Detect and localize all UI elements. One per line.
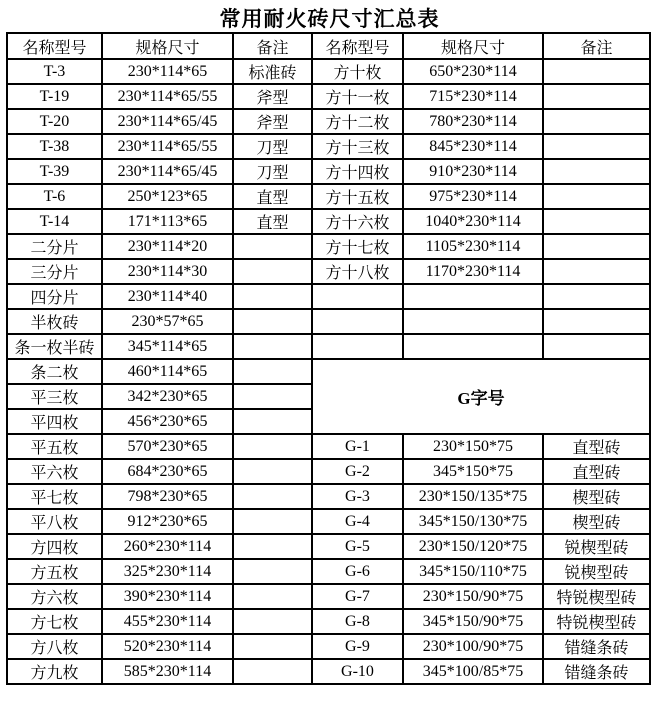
cell-spec: 250*123*65: [102, 184, 233, 209]
cell-name-model: G-5: [312, 534, 403, 559]
cell-spec: 520*230*114: [102, 634, 233, 659]
table-row: [7, 59, 650, 84]
cell-note: [233, 559, 312, 584]
cell-name-model: G-7: [312, 584, 403, 609]
cell-spec: 975*230*114: [403, 184, 543, 209]
cell-name-model: T-3: [7, 59, 102, 84]
cell-name-model: 方十四枚: [312, 159, 403, 184]
cell-name-model: 平五枚: [7, 434, 102, 459]
cell-name-model: 方十三枚: [312, 134, 403, 159]
cell-note: 斧型: [233, 109, 312, 134]
cell-spec: 1170*230*114: [403, 259, 543, 284]
cell-name-model: 平四枚: [7, 409, 102, 434]
cell-note: [543, 334, 650, 359]
cell-note: [543, 59, 650, 84]
cell-spec: 325*230*114: [102, 559, 233, 584]
table-row: [7, 234, 650, 259]
cell-name-model: 四分片: [7, 284, 102, 309]
cell-note: 直型: [233, 184, 312, 209]
cell-name-model: 三分片: [7, 259, 102, 284]
cell-note: 直型: [233, 209, 312, 234]
cell-name-model: 半枚砖: [7, 309, 102, 334]
g-series-merged-cell: G字号: [312, 359, 650, 434]
table-row: [7, 259, 650, 284]
cell-name-model: 方八枚: [7, 634, 102, 659]
cell-name-model: [312, 334, 403, 359]
cell-spec: 230*150/120*75: [403, 534, 543, 559]
cell-name-model: G-9: [312, 634, 403, 659]
table-row: [7, 559, 650, 584]
cell-name-model: G-10: [312, 659, 403, 684]
cell-spec: 345*114*65: [102, 334, 233, 359]
cell-note: [233, 484, 312, 509]
cell-name-model: [312, 284, 403, 309]
cell-spec: 171*113*65: [102, 209, 233, 234]
table-row: [7, 309, 650, 334]
cell-spec: [403, 284, 543, 309]
cell-spec: 230*57*65: [102, 309, 233, 334]
cell-name-model: T-39: [7, 159, 102, 184]
cell-name-model: G-2: [312, 459, 403, 484]
cell-note: [233, 509, 312, 534]
cell-spec: 345*150/110*75: [403, 559, 543, 584]
cell-spec: 230*150/135*75: [403, 484, 543, 509]
cell-note: [233, 434, 312, 459]
cell-spec: [403, 309, 543, 334]
cell-name-model: 方十八枚: [312, 259, 403, 284]
brick-size-table: [6, 32, 651, 685]
header-name-model-right: 名称型号: [312, 33, 403, 59]
cell-spec: 230*114*65/45: [102, 109, 233, 134]
header-row: [7, 33, 650, 59]
cell-note: [233, 534, 312, 559]
cell-note: [233, 259, 312, 284]
cell-spec: 345*100/85*75: [403, 659, 543, 684]
cell-note: [233, 659, 312, 684]
cell-note: [233, 634, 312, 659]
cell-spec: 570*230*65: [102, 434, 233, 459]
cell-note: 刀型: [233, 159, 312, 184]
cell-note: [543, 284, 650, 309]
page-title: 常用耐火砖尺寸汇总表: [219, 7, 440, 31]
header-note-right: 备注: [543, 33, 650, 59]
cell-note: [543, 209, 650, 234]
cell-note: [233, 234, 312, 259]
table-row: [7, 84, 650, 109]
table-row: [7, 659, 650, 684]
cell-spec: 455*230*114: [102, 609, 233, 634]
cell-note: 楔型砖: [543, 509, 650, 534]
cell-spec: 230*114*65/45: [102, 159, 233, 184]
cell-name-model: 方七枚: [7, 609, 102, 634]
cell-name-model: G-1: [312, 434, 403, 459]
cell-spec: [403, 334, 543, 359]
cell-note: [543, 259, 650, 284]
cell-name-model: G-4: [312, 509, 403, 534]
cell-spec: 390*230*114: [102, 584, 233, 609]
cell-spec: 230*150/90*75: [403, 584, 543, 609]
cell-spec: 230*114*65: [102, 59, 233, 84]
cell-spec: 798*230*65: [102, 484, 233, 509]
table-row: [7, 359, 650, 384]
header-spec-right: 规格尺寸: [403, 33, 543, 59]
cell-name-model: T-14: [7, 209, 102, 234]
cell-spec: 230*114*30: [102, 259, 233, 284]
cell-spec: 230*114*65/55: [102, 84, 233, 109]
cell-spec: 456*230*65: [102, 409, 233, 434]
cell-spec: 650*230*114: [403, 59, 543, 84]
cell-spec: 230*114*65/55: [102, 134, 233, 159]
cell-spec: 460*114*65: [102, 359, 233, 384]
cell-spec: 1105*230*114: [403, 234, 543, 259]
cell-note: [543, 234, 650, 259]
cell-name-model: G-3: [312, 484, 403, 509]
cell-spec: 1040*230*114: [403, 209, 543, 234]
cell-note: [233, 359, 312, 384]
cell-name-model: T-6: [7, 184, 102, 209]
cell-note: [233, 309, 312, 334]
table-row: [7, 209, 650, 234]
cell-note: 错缝条砖: [543, 634, 650, 659]
cell-spec: 345*150/130*75: [403, 509, 543, 534]
header-spec-left: 规格尺寸: [102, 33, 233, 59]
table-row: [7, 134, 650, 159]
cell-note: 直型砖: [543, 434, 650, 459]
table-row: [7, 434, 650, 459]
cell-name-model: T-20: [7, 109, 102, 134]
cell-note: 直型砖: [543, 459, 650, 484]
cell-note: 楔型砖: [543, 484, 650, 509]
cell-spec: 345*150/90*75: [403, 609, 543, 634]
cell-note: [543, 134, 650, 159]
cell-note: [543, 184, 650, 209]
cell-name-model: 方十六枚: [312, 209, 403, 234]
cell-name-model: 平三枚: [7, 384, 102, 409]
cell-spec: 910*230*114: [403, 159, 543, 184]
cell-note: 特锐楔型砖: [543, 609, 650, 634]
cell-note: [233, 584, 312, 609]
cell-spec: 684*230*65: [102, 459, 233, 484]
cell-spec: 845*230*114: [403, 134, 543, 159]
cell-name-model: 方十五枚: [312, 184, 403, 209]
cell-name-model: G-8: [312, 609, 403, 634]
cell-spec: 342*230*65: [102, 384, 233, 409]
cell-note: [233, 284, 312, 309]
table-row: [7, 159, 650, 184]
table-row: [7, 484, 650, 509]
header-note-left: 备注: [233, 33, 312, 59]
cell-note: [233, 334, 312, 359]
cell-spec: 780*230*114: [403, 109, 543, 134]
table-row: [7, 634, 650, 659]
cell-spec: 230*114*20: [102, 234, 233, 259]
cell-note: [233, 459, 312, 484]
cell-spec: 230*100/90*75: [403, 634, 543, 659]
cell-spec: 230*150*75: [403, 434, 543, 459]
cell-name-model: 方十二枚: [312, 109, 403, 134]
cell-name-model: T-19: [7, 84, 102, 109]
cell-name-model: 平六枚: [7, 459, 102, 484]
cell-note: 锐楔型砖: [543, 559, 650, 584]
cell-spec: 345*150*75: [403, 459, 543, 484]
cell-note: 错缝条砖: [543, 659, 650, 684]
cell-spec: 260*230*114: [102, 534, 233, 559]
cell-name-model: 方十七枚: [312, 234, 403, 259]
cell-note: 锐楔型砖: [543, 534, 650, 559]
cell-name-model: 条二枚: [7, 359, 102, 384]
table-row: [7, 534, 650, 559]
cell-name-model: 方四枚: [7, 534, 102, 559]
cell-note: [543, 109, 650, 134]
cell-spec: 230*114*40: [102, 284, 233, 309]
cell-name-model: T-38: [7, 134, 102, 159]
table-row: [7, 109, 650, 134]
cell-name-model: [312, 309, 403, 334]
cell-name-model: 方十一枚: [312, 84, 403, 109]
cell-name-model: 方九枚: [7, 659, 102, 684]
table-row: [7, 609, 650, 634]
cell-note: 刀型: [233, 134, 312, 159]
table-row: [7, 334, 650, 359]
table-row: [7, 584, 650, 609]
cell-note: [543, 309, 650, 334]
cell-name-model: 平八枚: [7, 509, 102, 534]
cell-name-model: 方六枚: [7, 584, 102, 609]
table-row: [7, 459, 650, 484]
cell-name-model: G-6: [312, 559, 403, 584]
header-name-model-left: 名称型号: [7, 33, 102, 59]
table-row: [7, 284, 650, 309]
cell-spec: 912*230*65: [102, 509, 233, 534]
cell-note: [233, 409, 312, 434]
cell-name-model: 二分片: [7, 234, 102, 259]
cell-name-model: 条一枚半砖: [7, 334, 102, 359]
cell-name-model: 方五枚: [7, 559, 102, 584]
cell-note: 标准砖: [233, 59, 312, 84]
cell-name-model: 平七枚: [7, 484, 102, 509]
table-row: [7, 184, 650, 209]
table-row: [7, 509, 650, 534]
cell-name-model: 方十枚: [312, 59, 403, 84]
cell-note: [233, 384, 312, 409]
cell-note: 斧型: [233, 84, 312, 109]
cell-note: [543, 84, 650, 109]
cell-spec: 585*230*114: [102, 659, 233, 684]
cell-note: [233, 609, 312, 634]
cell-note: [543, 159, 650, 184]
cell-spec: 715*230*114: [403, 84, 543, 109]
cell-note: 特锐楔型砖: [543, 584, 650, 609]
